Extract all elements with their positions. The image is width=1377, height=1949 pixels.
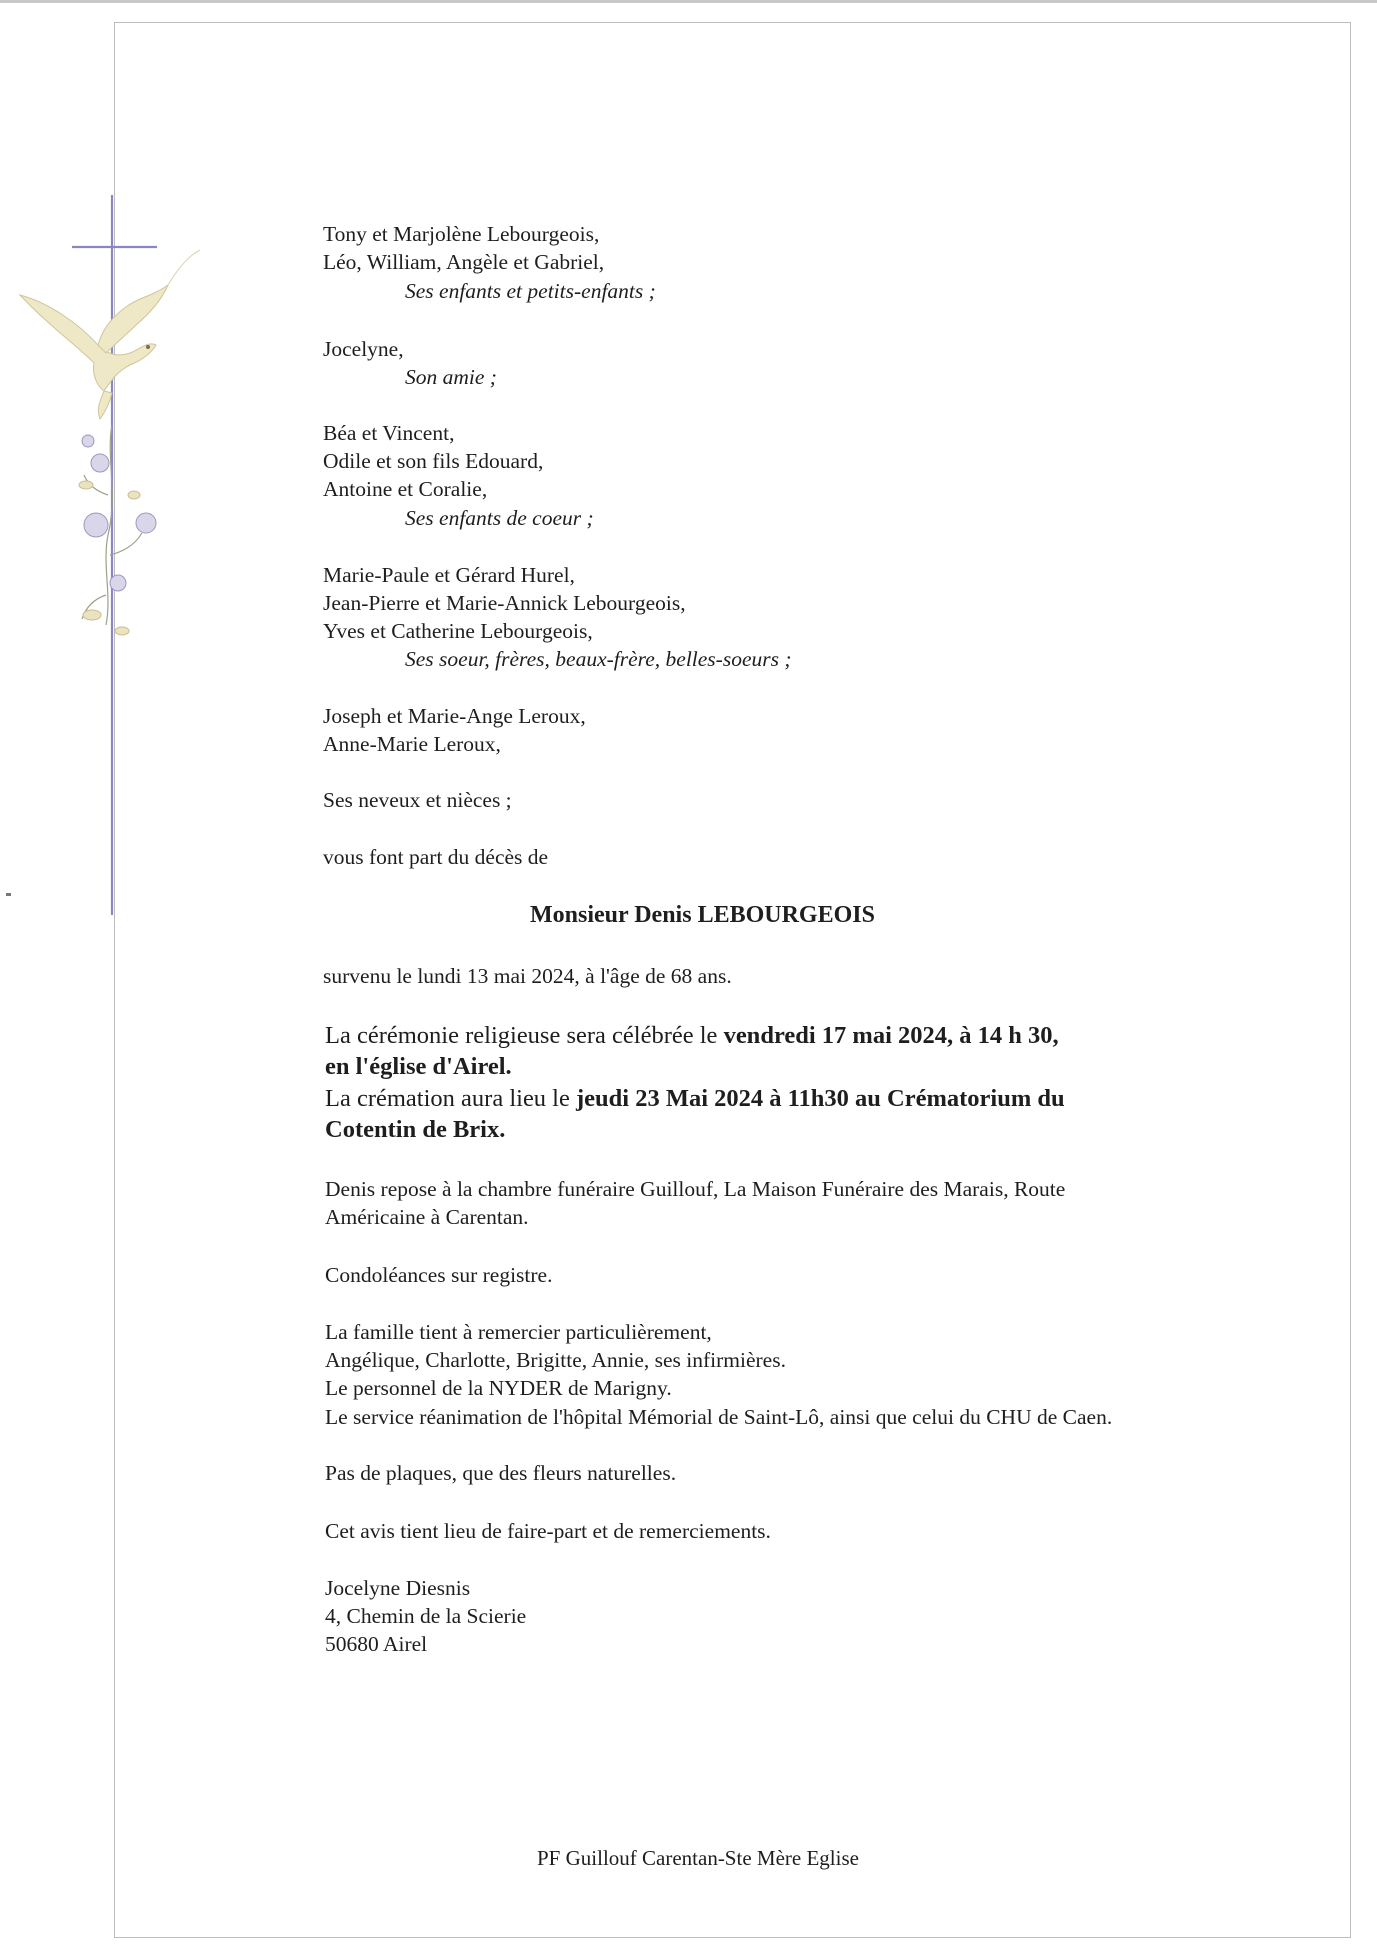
thanks-line: Angélique, Charlotte, Brigitte, Annie, ses infirmières.: [325, 1348, 786, 1372]
notice-line: Cet avis tient lieu de faire-part et de remerciements.: [325, 1519, 771, 1543]
footer-text: PF Guillouf Carentan-Ste Mère Eglise: [537, 1846, 859, 1870]
ceremony-date: vendredi 17 mai 2024, à 14 h 30,: [723, 1022, 1059, 1049]
family-names: Antoine et Coralie,: [323, 477, 488, 501]
family-relation: Ses soeur, frères, beaux-frère, belles-soeurs ;: [405, 647, 792, 671]
flowers-line: Pas de plaques, que des fleurs naturelles.: [325, 1461, 677, 1485]
rest-line: Denis repose à la chambre funéraire Guillouf, La Maison Funéraire des Marais, Route: [325, 1177, 1066, 1201]
ceremony-intro: La cérémonie religieuse sera célébrée le: [325, 1022, 724, 1049]
family-names: Yves et Catherine Lebourgeois,: [323, 619, 593, 643]
cremation-place-text: Cotentin de Brix.: [325, 1116, 506, 1143]
family-relation: Ses enfants de coeur ;: [405, 506, 594, 530]
ceremony-place-text: en l'église d'Airel.: [325, 1053, 512, 1080]
rest-line: Américaine à Carentan.: [325, 1205, 529, 1229]
family-names: Jocelyne,: [323, 337, 404, 361]
cremation-date: jeudi 23 Mai 2024 à 11h30 au Crématorium du: [576, 1085, 1065, 1112]
announce-line: vous font part du décès de: [323, 845, 549, 869]
family-names: Joseph et Marie-Ange Leroux,: [323, 704, 586, 728]
condolences-line: Condoléances sur registre.: [325, 1263, 553, 1287]
ceremony-place: [325, 1052, 512, 1082]
family-names: Tony et Marjolène Lebourgeois,: [323, 222, 600, 246]
nephews-line: Ses neveux et nièces ;: [323, 788, 512, 812]
thanks-line: La famille tient à remercier particulièrement,: [325, 1320, 712, 1344]
family-names: Anne-Marie Leroux,: [323, 732, 501, 756]
deceased-name: Monsieur Denis LEBOURGEOIS: [530, 902, 875, 928]
family-names: Béa et Vincent,: [323, 421, 455, 445]
contact-name: Jocelyne Diesnis: [325, 1576, 471, 1600]
family-names: Jean-Pierre et Marie-Annick Lebourgeois,: [323, 591, 686, 615]
ceremony-line: [325, 1021, 1059, 1051]
cremation-intro: La crémation aura lieu le: [325, 1085, 576, 1112]
family-names: Marie-Paule et Gérard Hurel,: [323, 563, 575, 587]
family-names: Odile et son fils Edouard,: [323, 449, 544, 473]
death-line: survenu le lundi 13 mai 2024, à l'âge de 68 ans.: [323, 964, 732, 988]
family-names: Léo, William, Angèle et Gabriel,: [323, 250, 605, 274]
cremation-line: [325, 1084, 1065, 1114]
contact-address: 4, Chemin de la Scierie: [325, 1604, 527, 1628]
contact-city: 50680 Airel: [325, 1632, 428, 1656]
thanks-line: Le service réanimation de l'hôpital Mémorial de Saint-Lô, ainsi que celui du CHU de Caen.: [325, 1405, 1113, 1429]
family-relation: Son amie ;: [405, 365, 497, 389]
cremation-place: [325, 1115, 505, 1145]
family-relation: Ses enfants et petits-enfants ;: [405, 279, 656, 303]
thanks-line: Le personnel de la NYDER de Marigny.: [325, 1376, 672, 1400]
